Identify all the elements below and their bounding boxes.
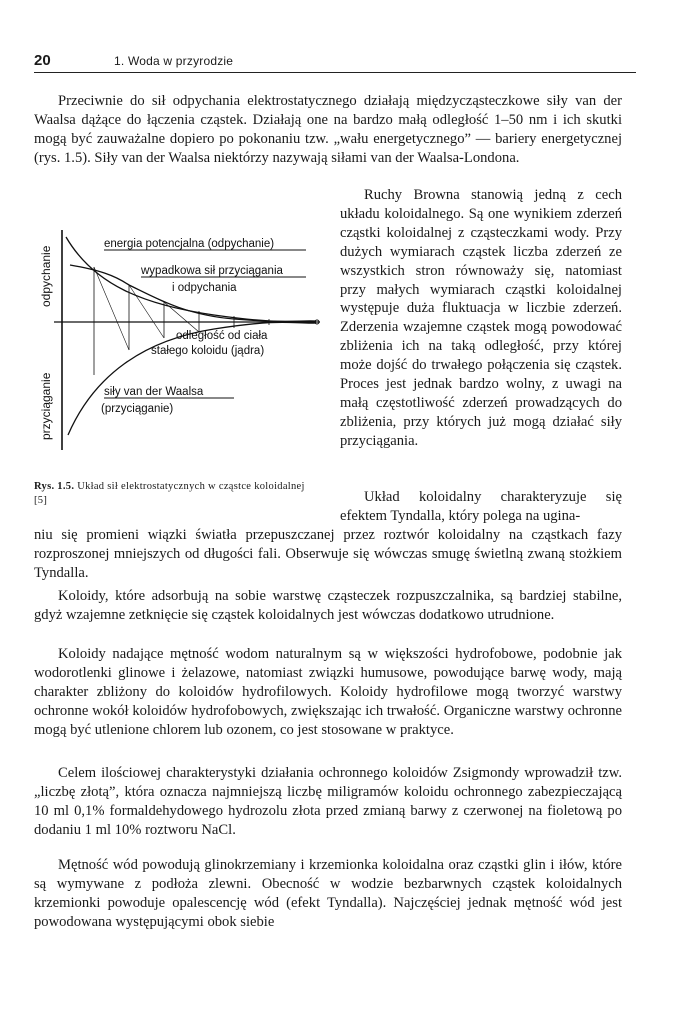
label-distance-line2: stałego koloidu (jądra) [151, 345, 265, 357]
paragraph-adsorption: Koloidy, które adsorbują na sobie warstwę cząsteczek rozpuszczalnika, są bardziej stabilne, gdyż wzajemne zetknięcie się cząstek koloidalnych jest wówczas dodatkowo utrudnione. [34, 588, 622, 623]
axis-label-repulsion: odpychanie [39, 245, 53, 307]
paragraph-gold-number: Celem ilościowej charakterystyki działania ochronnego koloidów Zsigmondy wprowadził tzw. „liczbę złotą”, która oznacza najmniejszą liczbę miligramów koloidu ochronnego zabezpieczającą 10 ml 0,1% formaldehydowego hydrozolu złota przed zmianą barwy z czerwonej na fioletową po dodaniu 1 ml 10% roztworu NaCl. [34, 765, 622, 838]
paragraph-tyndall: niu się promieni wiązki światła przepuszczanej przez roztwór koloidalny na cząstkach fazy rozproszonej mniejszych od długości fali. Obserwuje się wówczas smugę świetlną zwaną stożkiem Tyndalla. [34, 527, 622, 581]
chapter-title: 1. Woda w przyrodzie [114, 54, 234, 68]
page-number: 20 [34, 52, 51, 69]
label-resultant-line1: wypadkowa sił przyciągania [141, 265, 283, 277]
caption-text: Układ sił elektrostatycznych w cząstce koloidalnej [5] [34, 481, 305, 506]
guide-line [94, 267, 129, 350]
label-distance-line1: odległość od ciała [176, 330, 268, 342]
paragraph-brownian-motion: Ruchy Browna stanowią jedną z cech układu koloidalnego. Są one wynikiem zderzeń cząstki koloidalnej z cząsteczkami wody. Przy dużych wymiarach cząstek liczba zderzeń ze wszystkich stron równoważy się, natomiast przy małych wymiarach cząstki koloidalnej występuje duża fluktuacja w liczbie zderzeń. Zderzenia wzajemne cząstek mogą powodować zbliżenia ich na taką odległość, przy której może dojść do trwałego połączenia się cząstek. Proces jest jednak bardzo wolny, z uwagi na małą częstotliwość zderzeń prowadzących do zbliżenia, przy których już mogą działać siły przyciągania. [340, 187, 622, 449]
label-potential-energy: energia potencjalna (odpychanie) [104, 238, 275, 250]
paragraph-hydrophobic-colloids: Koloidy nadające mętność wodom naturalnym są w większości hydrofobowe, podobnie jak wodorotlenki glinowe i żelazowe, natomiast związki humusowe, powodujące barwę wody, mają charakter zbliżony do koloidów hydrofilowych. Koloidy hydrofilowe mogą tworzyć warstwy ochronne wokół koloidów hydrofobowych, zwiększając ich trwałość. Organiczne warstwy ochronne mogą być utlenione chlorem lub ozonem, co jest stosowane w praktyce. [34, 646, 622, 738]
caption-label: Rys. 1.5. [34, 481, 75, 492]
label-vdw-line1: siły van der Waalsa [104, 386, 204, 398]
label-resultant-line2: i odpychania [172, 282, 237, 294]
label-vdw-line2: (przyciąganie) [101, 403, 174, 415]
figure-colloid-forces [34, 225, 322, 475]
figure-caption [34, 480, 320, 507]
paragraph-tyndall-start: Układ koloidalny charakteryzuje się efektem Tyndalla, który polega na ugina- [340, 489, 622, 524]
paragraph-turbidity: Mętność wód powodują glinokrzemiany i krzemionka koloidalna oraz cząstki glin i iłów, które są wymywane z podłoża zlewni. Obecność w wodzie bezbarwnych cząstek koloidalnych krzemionki powoduje opalescencję wód (efekt Tyndalla). Najczęściej jednak mętność wód jest powodowana występującymi obok siebie [34, 857, 622, 930]
force-diagram [34, 225, 322, 475]
axis-label-attraction: przyciąganie [39, 372, 53, 440]
guide-line [164, 302, 199, 332]
running-header [34, 52, 636, 73]
paragraph-van-der-waals: Przeciwnie do sił odpychania elektrostatycznego działają międzycząsteczkowe siły van der Waalsa dążące do łączenia cząstek. Działają one na bardzo małą odległość 1–50 nm i ich skutki mogą być zauważalne dopiero po pokonaniu tzw. „wału energetycznego” — bariery energetycznej (rys. 1.5). Siły van der Waalsa niektórzy nazywają siłami van der Waalsa-Londona. [34, 93, 622, 166]
